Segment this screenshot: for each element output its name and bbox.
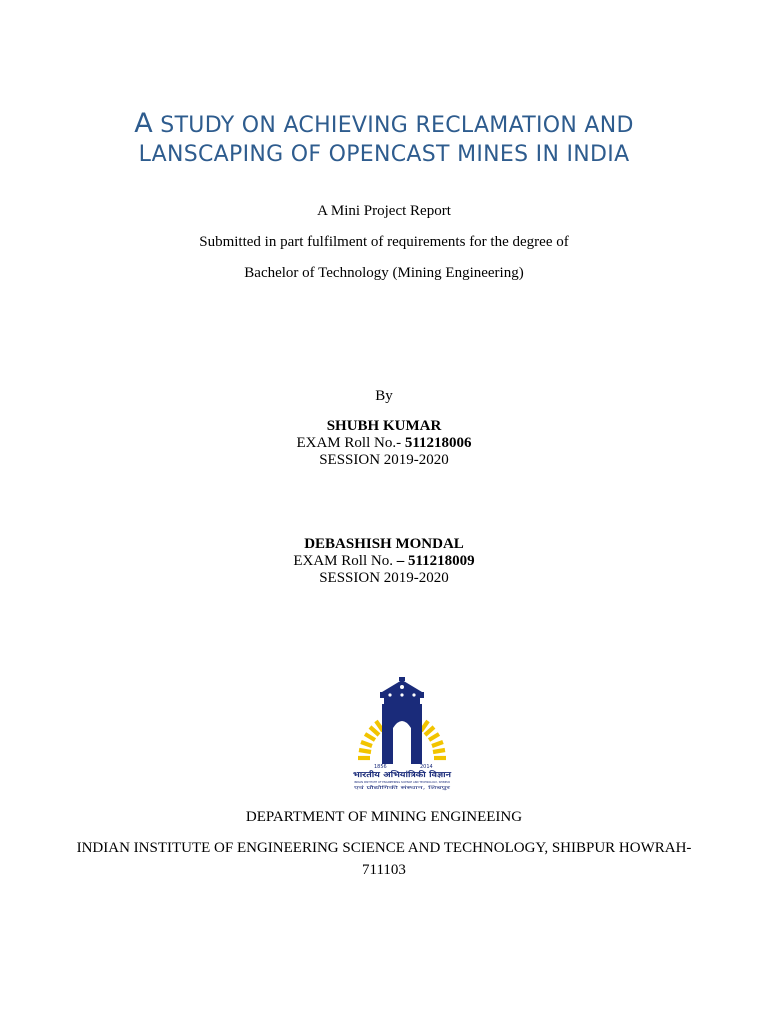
logo-year-left: 1856 [374, 764, 387, 770]
institute-logo [348, 676, 456, 794]
logo-year-right: 2014 [420, 764, 433, 770]
degree-name: Bachelor of Technology (Mining Engineering) [244, 265, 524, 281]
title-line-1-text: STUDY ON ACHIEVING RECLAMATION AND [153, 113, 634, 138]
author-1-roll [0, 434, 768, 452]
institute-address-line-1: INDIAN INSTITUTE OF ENGINEERING SCIENCE AND TECHNOLOGY, SHIBPUR HOWRAH- [76, 840, 692, 856]
author-2-roll [0, 552, 768, 570]
author-1-roll-number: 511218006 [404, 435, 472, 451]
title-line-1 [0, 108, 768, 142]
title-line-2: LANSCAPING OF OPENCAST MINES IN INDIA [138, 142, 630, 167]
author-1-name: SHUBH KUMAR [326, 418, 442, 434]
author-1-session: SESSION 2019-2020 [319, 452, 449, 468]
author-2-session: SESSION 2019-2020 [319, 570, 449, 586]
author-2-roll-dash: – [396, 553, 408, 569]
author-2-roll-label: EXAM Roll No. [293, 553, 397, 569]
logo-sunburst [358, 721, 446, 758]
author-2-name: DEBASHISH MONDAL [304, 536, 464, 552]
logo-english-name: INDIAN INSTITUTE OF ENGINEERING SCIENCE AND TECHNOLOGY, SHIBPUR [354, 780, 450, 784]
logo-tower [380, 677, 424, 764]
institute-address-line-2: 711103 [362, 862, 406, 878]
author-1-roll-label: EXAM Roll No.- [296, 435, 405, 451]
submitted-statement: Submitted in part fulfilment of requirements for the degree of [199, 234, 569, 250]
title-initial: A [134, 108, 154, 139]
report-type: A Mini Project Report [317, 203, 451, 219]
author-2-roll-number: 511218009 [407, 553, 475, 569]
logo-hindi-title: भारतीय अभियांत्रिकी विज्ञान [353, 770, 453, 779]
department-name: DEPARTMENT OF MINING ENGINEEING [245, 809, 523, 825]
logo-hindi-subtitle: एवं प्रौद्योगिकी संस्थान, शिबपुर [354, 785, 400, 790]
by-label: By [375, 388, 393, 404]
